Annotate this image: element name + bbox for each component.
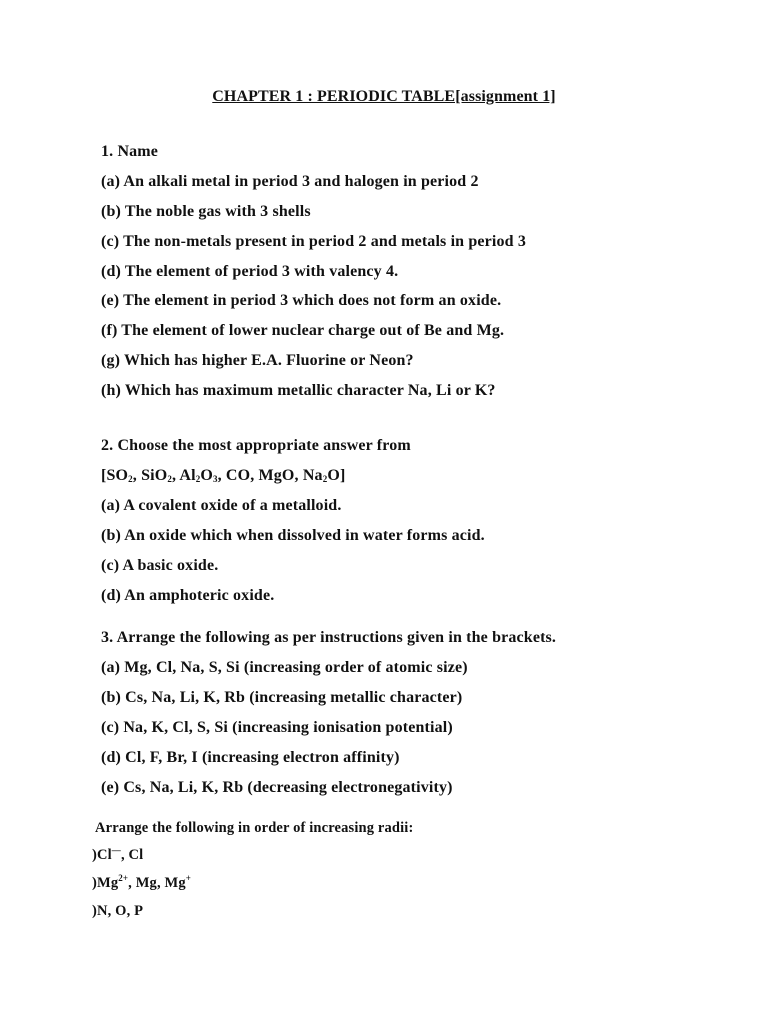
q1-item-d: (d) The element of period 3 with valency 4. — [101, 263, 399, 280]
q3-item-b: (b) Cs, Na, Li, K, Rb (increasing metallic character) — [101, 689, 463, 706]
q2-item-c: (c) A basic oxide. — [101, 557, 219, 574]
q2-item-d: (d) An amphoteric oxide. — [101, 587, 275, 604]
q2-item-b: (b) An oxide which when dissolved in water forms acid. — [101, 527, 485, 544]
q2-item-a: (a) A covalent oxide of a metalloid. — [101, 497, 342, 514]
q1-item-h: (h) Which has maximum metallic character Na, Li or K? — [101, 382, 496, 399]
q1-item-e: (e) The element in period 3 which does not form an oxide. — [101, 292, 502, 309]
q1-heading: 1. Name — [101, 143, 159, 160]
q3-heading: 3. Arrange the following as per instructions given in the brackets. — [101, 629, 557, 646]
q4-line-1: )Cl—, Cl — [92, 845, 144, 863]
q3-item-a: (a) Mg, Cl, Na, S, Si (increasing order of atomic size) — [101, 659, 468, 676]
page-title: CHAPTER 1 : PERIODIC TABLE[assignment 1] — [212, 88, 556, 105]
q3-item-e: (e) Cs, Na, Li, K, Rb (decreasing electronegativity) — [101, 779, 453, 796]
q4-line-3: )N, O, P — [92, 903, 144, 919]
q1-item-a: (a) An alkali metal in period 3 and halogen in period 2 — [101, 173, 479, 190]
q1-item-b: (b) The noble gas with 3 shells — [101, 203, 311, 220]
q2-options: [$SO_2$, SiO$_2$, $Al_2O_3$, CO, MgO, $Na_2O$] — [101, 467, 346, 484]
q3-item-d: (d) Cl, F, Br, I (increasing electron affinity) — [101, 749, 400, 766]
q1-item-c: (c) The non-metals present in period 2 and metals in period 3 — [101, 233, 527, 250]
q1-item-g: (g) Which has higher E.A. Fluorine or Neon? — [101, 352, 414, 369]
q3-item-c: (c) Na, K, Cl, S, Si (increasing ionisation potential) — [101, 719, 453, 736]
q4-heading: Arrange the following in order of increasing radii: — [95, 820, 414, 836]
q1-item-f: (f) The element of lower nuclear charge out of Be and Mg. — [101, 322, 505, 339]
q2-heading: 2. Choose the most appropriate answer from — [101, 437, 411, 454]
q4-line-2: )$Mg^{2+}$, Mg, Mg+ — [92, 873, 192, 891]
